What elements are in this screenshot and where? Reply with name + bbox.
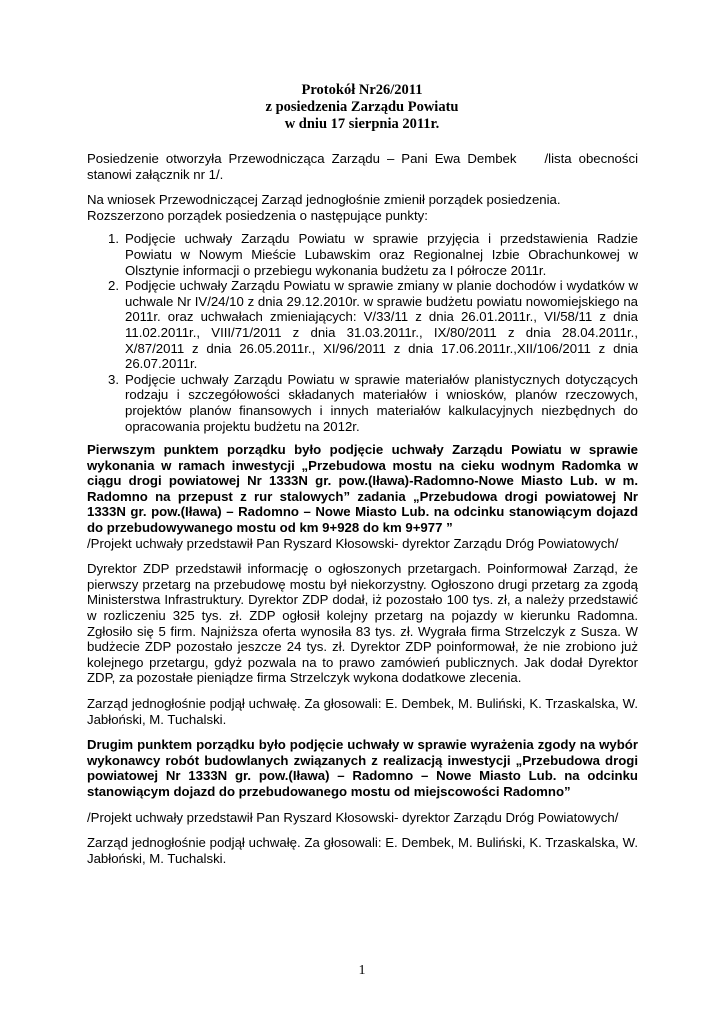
agenda-list <box>87 231 638 434</box>
agenda-item-text: Podjęcie uchwały Zarządu Powiatu w sprawie zmiany w planie dochodów i wydatków w uchwale Nr IV/24/10 z dnia 29.12.2010r. w sprawie budżetu powiatu nowomiejskiego na 2011r. oraz uchwałach zmieniających: V/33/11 z dnia 26.01.2011r., VI/58/11 z dnia 11.02.2011r., VIII/71/2011 z dnia 31.03.2011r., IX/80/2011 z dnia 28.04.2011r., X/87/2011 z dnia 26.05.2011r., XI/96/2011 z dnia 17.06.2011r.,XII/106/2011 z dnia 26.07.2011r. <box>125 278 638 372</box>
title-date: w dniu 17 sierpnia 2011r. <box>284 116 440 132</box>
first-point-heading: Pierwszym punktem porządku było podjęcie uchwały Zarządu Powiatu w sprawie wykonania w ramach inwestycji „Przebudowa mostu na cieku wodnym Radomka w ciągu drogi powiatowej Nr 1333N gr. pow.(Iława)-Radomno-Nowe Miasto Lub. w m. Radomno na przepust z rur stalowych” zadania „Przebudowa drogi powiatowej Nr 1333N gr. pow.(Iława) – Radomno – Nowe Miasto Lub. na odcinku stanowiącym dojazd do przebudowywanego mostu od km 9+928 do km 9+977 ” <box>87 442 638 536</box>
page-number: 1 <box>358 963 366 978</box>
agenda-item-number: 1. <box>108 231 119 247</box>
agenda-item <box>87 278 638 372</box>
second-point-vote: Zarząd jednogłośnie podjął uchwałę. Za głosowali: E. Dembek, M. Buliński, K. Trzaskalska, W. Jabłoński, M. Tuchalski. <box>87 835 638 866</box>
agenda-extension-paragraph: Rozszerzono porządek posiedzenia o następujące punkty: <box>87 207 428 223</box>
second-point-heading: Drugim punktem porządku było podjęcie uchwały w sprawie wyrażenia zgody na wybór wykonawcy robót budowlanych związanych z realizacją inwestycji „Przebudowa drogi powiatowej Nr 1333N gr. pow.(Iława) – Radomno – Nowe Miasto Lub. na odcinku stanowiącym dojazd do przebudowanego mostu od miejscowości Radomno” <box>87 737 638 799</box>
opening-paragraph: Posiedzenie otworzyła Przewodnicząca Zarządu – Pani Ewa Dembek /lista obecności stanowi załącznik nr 1/. <box>87 151 642 182</box>
first-point-discussion: Dyrektor ZDP przedstawił informację o ogłoszonych przetargach. Poinformował Zarząd, że pierwszy przetarg na przebudowę mostu był niekorzystny. Ogłoszono drugi przetarg za zgodą Ministerstwa Infrastruktury. Dyrektor ZDP dodał, iż pozostało 100 tys. zł, a należy przedstawić w rozliczeniu 325 tys. zł. ZDP ogłosił kolejny przetarg na pojazdy w kierunku Radomna. Zgłosiło się 5 firm. Najniższa oferta wynosiła 83 tys. zł. Wygrała firma Strzelczyk z Susza. W budżecie ZDP pozostało jeszcze 24 tys. zł. Dyrektor ZDP poinformował, że nie zrobiono już kolejnego przetargu, gdyż pozwala na to prawo zamówień publicznych. Jak dodał Dyrektor ZDP, za pozostałe pieniądze firma Strzelczyk wykona dodatkowe zlecenia. <box>87 561 638 686</box>
agenda-item-number: 2. <box>108 278 119 294</box>
title-protocol-number: Protokół Nr26/2011 <box>301 82 423 98</box>
agenda-item <box>87 372 638 434</box>
agenda-item-number: 3. <box>108 371 119 387</box>
document-title <box>0 82 724 133</box>
second-point-presenter: /Projekt uchwały przedstawił Pan Ryszard Kłosowski- dyrektor Zarządu Dróg Powiatowych/ <box>87 809 619 825</box>
title-meeting: z posiedzenia Zarządu Powiatu <box>265 99 459 115</box>
agenda-item <box>87 231 638 278</box>
first-point-presenter: /Projekt uchwały przedstawił Pan Ryszard Kłosowski- dyrektor Zarządu Dróg Powiatowych/ <box>87 535 619 551</box>
document-body <box>87 151 642 876</box>
first-point-vote: Zarząd jednogłośnie podjął uchwałę. Za głosowali: E. Dembek, M. Buliński, K. Trzaskalska, W. Jabłoński, M. Tuchalski. <box>87 696 638 727</box>
agenda-item-text: Podjęcie uchwały Zarządu Powiatu w sprawie materiałów planistycznych dotyczących rodzaju i szczegółowości składanych materiałów i wniosków, planów rzeczowych, projektów planów finansowych i innych materiałów kalkulacyjnych niezbędnych do opracowania projektu budżetu na 2012r. <box>125 371 638 434</box>
agenda-change-paragraph: Na wniosek Przewodniczącej Zarząd jednogłośnie zmienił porządek posiedzenia. <box>87 192 561 208</box>
agenda-item-text: Podjęcie uchwały Zarządu Powiatu w sprawie przyjęcia i przedstawienia Radzie Powiatu w Nowym Mieście Lubawskim oraz Regionalnej Izbie Obrachunkowej w Olsztynie informacji o przebiegu wykonania budżetu za I półrocze 2011r. <box>125 231 638 278</box>
